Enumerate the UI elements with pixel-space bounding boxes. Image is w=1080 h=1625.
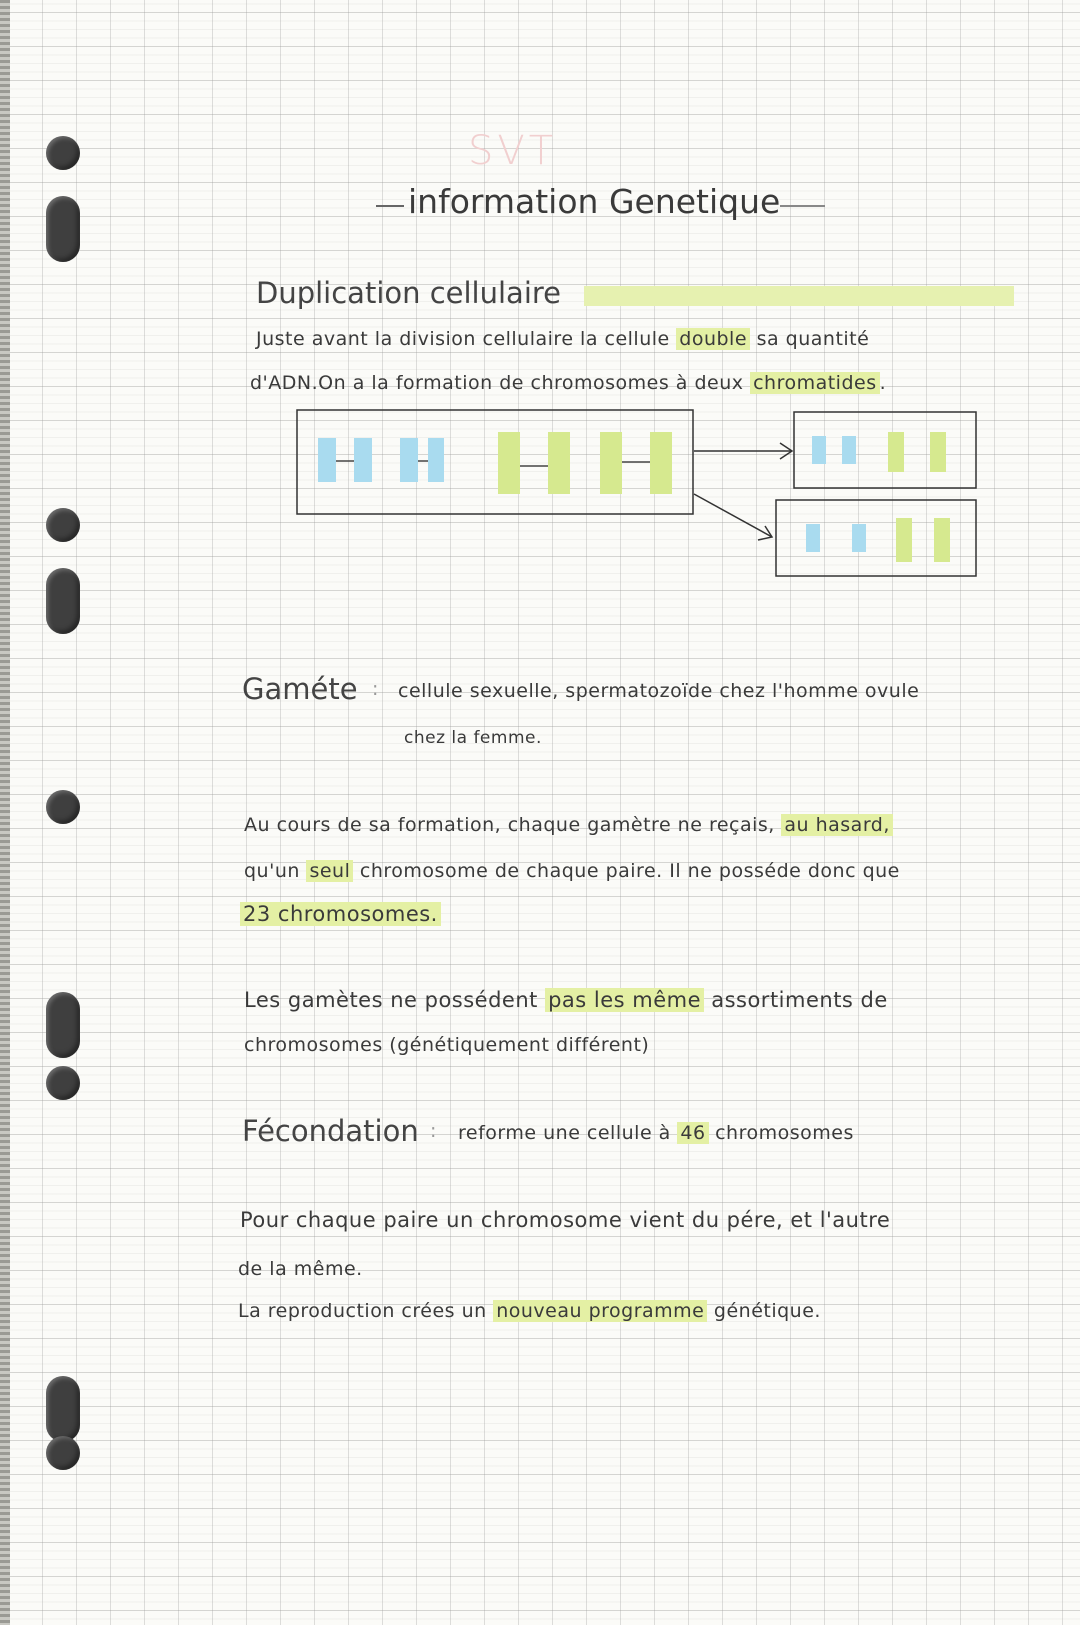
highlighted-text: 23 chromosomes. [240, 902, 441, 926]
binder-hole [46, 992, 80, 1058]
text-run: assortiments de [704, 988, 888, 1012]
text-run: . [879, 372, 887, 394]
section-heading-duplication: Duplication cellulaire [256, 276, 562, 310]
chromosome-green-2 [600, 432, 672, 494]
page-title: information Genetique [408, 182, 781, 221]
text-run: chromosomes [708, 1122, 854, 1144]
fecondation-colon: : [430, 1120, 437, 1142]
assortiments-line-1 [244, 988, 888, 1012]
binder-hole [46, 1066, 80, 1100]
highlighted-text: double [676, 328, 750, 350]
heredity-line-2: de la même. [238, 1258, 363, 1280]
fecondation-line [458, 1122, 854, 1144]
text-run: qu'un [244, 860, 307, 882]
highlighted-text: chromatides [750, 372, 880, 394]
binder-hole [46, 1436, 80, 1470]
formation-line-1 [244, 814, 893, 836]
chromosome-duplication-diagram [0, 0, 1080, 600]
text-run: Les gamètes ne possédent [244, 988, 546, 1012]
text-run: reforme une cellule à [458, 1122, 678, 1144]
gamete-definition-2: chez la femme. [404, 728, 542, 748]
arrow-bottom [694, 494, 772, 537]
chromosome-green-1 [498, 432, 570, 494]
gamete-colon: : [372, 678, 379, 700]
heredity-line-3 [238, 1300, 821, 1322]
text-run: chromosome de chaque paire. Il ne posséde donc que [353, 860, 900, 882]
binder-hole [46, 790, 80, 824]
chromosome-blue-1 [318, 438, 372, 482]
text-run: Juste avant la division cellulaire la cellule [256, 328, 677, 350]
section-heading-fecondation: Fécondation [242, 1114, 419, 1148]
section-heading-gamete: Gaméte [242, 672, 358, 706]
subject-title: SVT [468, 128, 558, 174]
text-run: sa quantité [750, 328, 870, 350]
text-run: La reproduction crées un [238, 1300, 494, 1322]
highlighted-text: nouveau programme [493, 1300, 707, 1322]
highlighted-text: au hasard, [781, 814, 893, 836]
highlighted-text: 46 [677, 1122, 708, 1144]
chromosome-blue-2 [400, 438, 444, 482]
assortiments-line-2: chromosomes (génétiquement différent) [244, 1034, 650, 1056]
heredity-line-1: Pour chaque paire un chromosome vient du pére, et l'autre [240, 1208, 891, 1232]
binder-hole [46, 1376, 80, 1442]
gamete-definition-1: cellule sexuelle, spermatozoïde chez l'homme ovule [398, 680, 920, 702]
text-run: d'ADN.On a la formation de chromosomes à deux [250, 372, 751, 394]
text-run: Au cours de sa formation, chaque gamètre ne reçais, [244, 814, 782, 836]
formation-line-3 [240, 902, 441, 926]
highlighted-text: seul [306, 860, 353, 882]
highlighted-text: pas les même [545, 988, 704, 1012]
text-run: génétique. [707, 1300, 821, 1322]
formation-line-2 [244, 860, 900, 882]
